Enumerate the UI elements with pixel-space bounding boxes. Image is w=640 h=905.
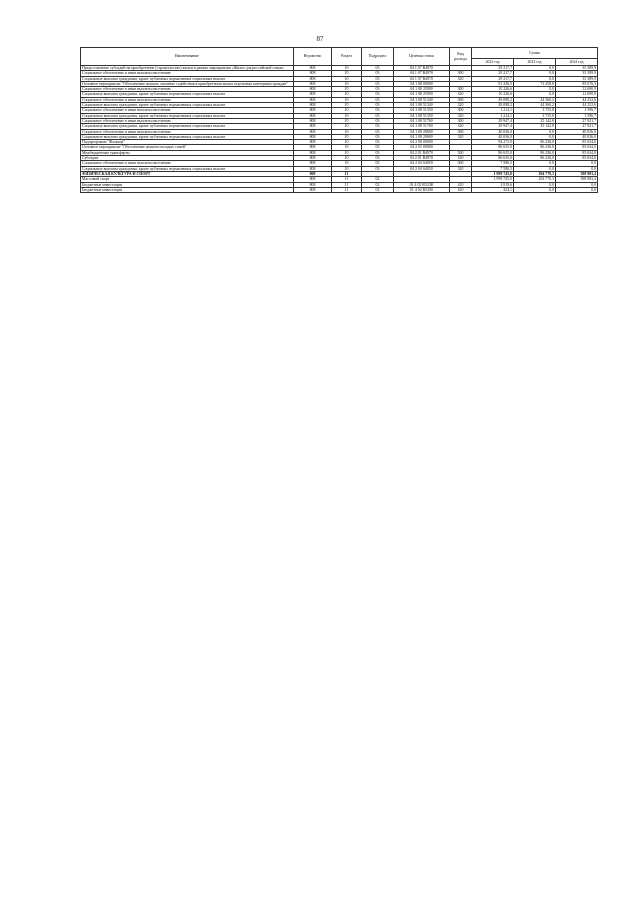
cell-ved: 808 [294,161,332,166]
cell-razdel: 10 [332,103,362,108]
cell-ved: 808 [294,113,332,118]
cell-podrazdel: 03 [362,118,394,123]
cell-2024: 35 389,9 [556,76,598,81]
cell-podrazdel: 03 [362,150,394,155]
cell-csr: 04 1 07 R4970 [394,71,450,76]
cell-name: Социальное обеспечение и иные выплаты населению [81,87,294,92]
cell-podrazdel: 03 [362,108,394,113]
cell-csr: 04 1 08 51340 [394,103,450,108]
col-vid-header: Вид расхода [450,48,472,66]
col-podrazdel-header: Подраздел [362,48,394,66]
cell-2023: 44 360,2 [514,103,556,108]
cell-2023: 86 236,0 [514,150,556,155]
cell-ved: 808 [294,81,332,86]
cell-razdel: 10 [332,140,362,145]
cell-podrazdel: 03 [362,166,394,171]
cell-2024: 0,0 [556,182,598,187]
cell-2024: 1 596,7 [556,108,598,113]
cell-razdel: 11 [332,177,362,182]
cell-2023: 44 360,2 [514,97,556,102]
cell-2024: 398 983,4 [556,177,598,182]
cell-name: Социальные выплаты гражданам, кроме публичных нормативных социальных выплат [81,103,294,108]
cell-2024: 85 676,5 [556,81,598,86]
cell-ved: 808 [294,177,332,182]
cell-2023: 0,0 [514,92,556,97]
cell-vid: 300 [450,97,472,102]
cell-podrazdel: 03 [362,71,394,76]
cell-2024: 12 690,9 [556,92,598,97]
cell-podrazdel: 03 [362,145,394,150]
cell-vid: 300 [450,87,472,92]
cell-razdel: 10 [332,66,362,71]
cell-ved: 808 [294,140,332,145]
cell-ved: 808 [294,76,332,81]
cell-2024: 27 921,7 [556,124,598,129]
cell-ved: 808 [294,129,332,134]
cell-2024: 85 634,0 [556,145,598,150]
cell-razdel: 10 [332,156,362,161]
cell-csr: 04 1 08 51350 [394,113,450,118]
cell-vid: 320 [450,113,472,118]
cell-ved: 808 [294,134,332,139]
col-2023-header: 2023 год [514,59,556,66]
cell-2022: 49 098,2 [472,103,514,108]
cell-2022: 29 947,4 [472,124,514,129]
cell-csr: 04 1 08 51760 [394,124,450,129]
cell-name: Подпрограмма "Жилище" [81,140,294,145]
cell-2022: 7 586,5 [472,161,514,166]
cell-csr: 04 1 07 R4970 [394,66,450,71]
cell-podrazdel: 03 [362,66,394,71]
cell-name: Социальные выплаты гражданам, кроме публичных нормативных социальных выплат [81,134,294,139]
cell-2023: 0,0 [514,161,556,166]
cell-2023: 0,0 [514,71,556,76]
cell-2022: 40 036,0 [472,129,514,134]
cell-vid: 320 [450,134,472,139]
cell-csr: 04 2 04 S4050 [394,166,450,171]
cell-podrazdel: 03 [362,140,394,145]
cell-ved: 808 [294,187,332,192]
cell-2023: 86 236,0 [514,156,556,161]
cell-csr: 04 2 01 R4970 [394,150,450,155]
cell-podrazdel: 02 [362,182,394,187]
cell-podrazdel: 03 [362,129,394,134]
cell-vid: 320 [450,92,472,97]
cell-name: Социальное обеспечение и иные выплаты населению [81,161,294,166]
cell-csr: 04 2 00 00000 [394,140,450,145]
cell-2023: 86 236,0 [514,145,556,150]
cell-csr: 01 4 02 R5290 [394,187,450,192]
cell-2024: 40 036,0 [556,129,598,134]
cell-csr: 04 2 01 00000 [394,145,450,150]
cell-name: Социальные выплаты гражданам, кроме публичных нормативных социальных выплат [81,92,294,97]
cell-2022: 49 098,2 [472,97,514,102]
cell-ved: 808 [294,118,332,123]
cell-vid: 300 [450,108,472,113]
cell-csr: 04 1 08 51760 [394,118,450,123]
cell-razdel: 10 [332,71,362,76]
cell-2024: 85 634,0 [556,156,598,161]
cell-2023: 0,0 [514,66,556,71]
cell-2024: 35 389,9 [556,71,598,76]
cell-name: Социальные выплаты гражданам, кроме публичных нормативных социальных выплат [81,124,294,129]
cell-2023: 25 142,8 [514,124,556,129]
cell-2024: 1 596,7 [556,113,598,118]
col-2022-header: 2022 год [472,59,514,66]
cell-2024: 0,0 [556,166,598,171]
cell-2022: 2 819,6 [472,182,514,187]
cell-name: Социальное обеспечение и иные выплаты населению [81,108,294,113]
cell-name: Социальные выплаты гражданам, кроме публичных нормативных социальных выплат [81,166,294,171]
cell-csr: 04 1 08 25090 [394,92,450,97]
cell-2022: 29 947,4 [472,118,514,123]
cell-2022: 1 214,1 [472,113,514,118]
cell-ved: 808 [294,87,332,92]
cell-vid: 320 [450,124,472,129]
cell-2022: 86 635,0 [472,145,514,150]
cell-2023: 73 258,8 [514,81,556,86]
col-summa-header: Сумма [472,48,598,59]
cell-ved: 808 [294,97,332,102]
cell-2022: 29 217,7 [472,76,514,81]
cell-ved: 808 [294,103,332,108]
cell-name: Бюджетные инвестиции [81,182,294,187]
col-2024-header: 2024 год [556,59,598,66]
cell-podrazdel: 03 [362,76,394,81]
cell-razdel: 10 [332,145,362,150]
cell-razdel: 10 [332,161,362,166]
cell-2024: 0,0 [556,187,598,192]
cell-podrazdel: 03 [362,103,394,108]
cell-podrazdel: 02 [362,187,394,192]
cell-razdel: 11 [332,171,362,176]
table-row [81,187,598,192]
cell-name: ФИЗИЧЕСКАЯ КУЛЬТУРА И СПОРТ [81,171,294,176]
cell-razdel: 10 [332,150,362,155]
cell-2024: 85 634,0 [556,150,598,155]
cell-ved: 808 [294,166,332,171]
cell-vid: 300 [450,129,472,134]
cell-ved: 808 [294,66,332,71]
cell-2022: 1 214,1 [472,108,514,113]
page-number: 87 [316,35,324,43]
cell-name: Межбюджетные трансферты [81,150,294,155]
cell-razdel: 10 [332,97,362,102]
table-header [81,48,598,66]
cell-name: Предоставление субсидий на приобретение (строительство) жилья в рамках мероприятия «Жилье для российской семьи» [81,66,294,71]
cell-2022: 40 036,0 [472,134,514,139]
cell-vid: 520 [450,156,472,161]
cell-podrazdel: 03 [362,81,394,86]
cell-2023: 0,0 [514,182,556,187]
cell-csr: 04 1 08 00000 [394,81,450,86]
cell-ved: 808 [294,182,332,187]
cell-name: Социальные выплаты гражданам, кроме публичных нормативных социальных выплат [81,76,294,81]
cell-razdel: 11 [332,182,362,187]
cell-podrazdel: 03 [362,97,394,102]
cell-podrazdel: 03 [362,124,394,129]
cell-2022: 1 999 745,0 [472,177,514,182]
cell-razdel: 10 [332,87,362,92]
cell-2023: 0,0 [514,166,556,171]
cell-2022: 91 236,5 [472,81,514,86]
cell-razdel: 10 [332,129,362,134]
cell-razdel: 11 [332,187,362,192]
cell-2024: 85 634,0 [556,140,598,145]
cell-vid: 500 [450,150,472,155]
cell-csr: 01 4 02 R523К [394,182,450,187]
cell-vid: 410 [450,182,472,187]
cell-name: Социальное обеспечение и иные выплаты населению [81,118,294,123]
cell-2022: 86 635,0 [472,150,514,155]
cell-razdel: 10 [332,113,362,118]
cell-razdel: 10 [332,134,362,139]
cell-2024: 44 252,6 [556,103,598,108]
cell-2022: 86 635,0 [472,156,514,161]
cell-name: Социальные выплаты гражданам, кроме публичных нормативных социальных выплат [81,113,294,118]
cell-podrazdel: 03 [362,87,394,92]
cell-ved: 808 [294,108,332,113]
col-name-header: Наименование [81,48,294,66]
cell-csr: 04 2 01 R4970 [394,156,450,161]
cell-2023: 294 770,3 [514,171,556,176]
cell-ved: 808 [294,156,332,161]
cell-podrazdel: 03 [362,156,394,161]
col-csr-header: Целевая статья [394,48,450,66]
cell-podrazdel: 03 [362,113,394,118]
cell-podrazdel: 03 [362,161,394,166]
cell-vid: 410 [450,187,472,192]
cell-name: Субсидии [81,156,294,161]
cell-ved: 808 [294,145,332,150]
cell-2023: 3 755,8 [514,108,556,113]
cell-razdel: 10 [332,166,362,171]
cell-2024: 12 690,9 [556,87,598,92]
cell-2023: 0,0 [514,76,556,81]
cell-2022: 10 226,6 [472,87,514,92]
cell-razdel: 10 [332,92,362,97]
budget-table [80,47,598,193]
cell-name: Массовый спорт [81,177,294,182]
cell-2023: 0,0 [514,187,556,192]
cell-name: Социальное обеспечение и иные выплаты населению [81,129,294,134]
cell-razdel: 10 [332,124,362,129]
cell-2023: 25 142,8 [514,118,556,123]
col-razdel-header: Раздел [332,48,362,66]
cell-csr: 04 1 08 51350 [394,108,450,113]
cell-podrazdel: 03 [362,134,394,139]
cell-razdel: 10 [332,76,362,81]
cell-name: Социальное обеспечение и иные выплаты населению [81,97,294,102]
table-body [81,66,598,193]
cell-2023: 0,0 [514,134,556,139]
cell-2022: 424,1 [472,187,514,192]
cell-2023: 0,0 [514,87,556,92]
cell-csr: 04 1 08 51340 [394,97,450,102]
cell-vid: 300 [450,118,472,123]
cell-ved: 808 [294,92,332,97]
cell-csr: 04 1 07 R4970 [394,76,450,81]
cell-ved: 808 [294,171,332,176]
cell-2023: 3 755,8 [514,113,556,118]
cell-2023: 294 770,3 [514,177,556,182]
cell-2024: 44 252,6 [556,97,598,102]
cell-razdel: 10 [332,81,362,86]
cell-name: Основное мероприятие "Обеспечение жильем молодых семей" [81,145,294,150]
cell-csr: 04 1 09 29690 [394,129,450,134]
cell-2022: 1 999 745,0 [472,171,514,176]
cell-podrazdel: 02 [362,177,394,182]
cell-name: Бюджетные инвестиции [81,187,294,192]
cell-ved: 808 [294,124,332,129]
cell-2022: 94 273,9 [472,140,514,145]
cell-ved: 808 [294,150,332,155]
cell-podrazdel: 03 [362,92,394,97]
cell-csr: 04 1 08 25090 [394,87,450,92]
cell-name: Социальное обеспечение и иные выплаты населению [81,71,294,76]
col-ved-header: Ведомство [294,48,332,66]
cell-2024: 27 921,7 [556,118,598,123]
cell-2024: 35 389,9 [556,66,598,71]
cell-razdel: 10 [332,108,362,113]
cell-vid: 320 [450,103,472,108]
cell-2023: 0,0 [514,129,556,134]
cell-vid: 300 [450,161,472,166]
cell-vid: 320 [450,166,472,171]
cell-2023: 86 236,0 [514,140,556,145]
cell-2024: 398 983,4 [556,171,598,176]
cell-name: Основное мероприятие "Обеспечение жильем, оказание содействия в приобретении жилья отдельным категориям граждан" [81,81,294,86]
cell-vid: 320 [450,76,472,81]
cell-2022: 29 217,7 [472,66,514,71]
cell-2024: 0,0 [556,161,598,166]
cell-2024: 40 036,0 [556,134,598,139]
cell-vid: 300 [450,71,472,76]
cell-2022: 7 586,5 [472,166,514,171]
cell-csr: 04 1 09 29690 [394,134,450,139]
cell-2022: 29 217,7 [472,71,514,76]
cell-csr: 04 2 04 S4050 [394,161,450,166]
cell-razdel: 10 [332,118,362,123]
cell-ved: 808 [294,71,332,76]
cell-2022: 10 226,6 [472,92,514,97]
